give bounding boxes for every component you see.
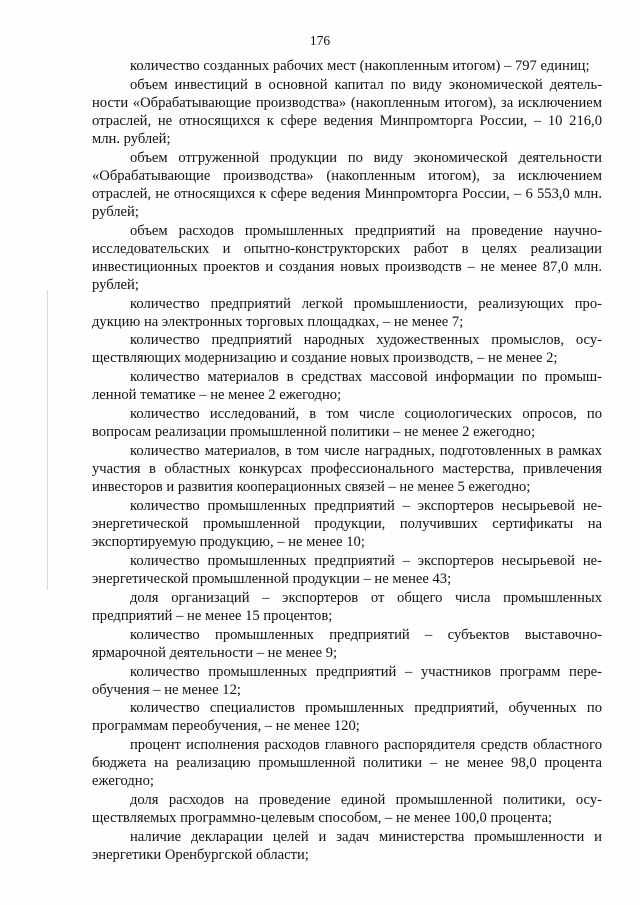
paragraph-folk-crafts: количество предприятий народных художественных промыслов, осуществляющих модернизацию и создание новых производств, – не менее 2;: [92, 332, 602, 367]
paragraph-certified-exporters: количество промышленных предприятий – экспортеров несырьевой неэнергетической промышленной продукции, получивших сертификаты на экспортируемую продукцию, – не менее 10;: [92, 498, 602, 551]
paragraph-jobs-created: количество созданных рабочих мест (накопленным итогом) – 797 единиц;: [130, 58, 590, 74]
paragraph-exporters-share: доля организаций – экспортеров от общего числа промышленных предприятий – не менее 15 процентов;: [92, 589, 602, 624]
paragraph-shipped-products: объем отгруженной продукции по виду экономической деятельности «Обрабатывающие производства» (накопленным итогом), за исключением отраслей, не относящихся к сфере ведения Минпромторга России, – 6 553,0 млн. рублей;: [92, 149, 602, 220]
paragraph-rnd-expenses: объем расходов промышленных предприятий на проведение научно-исследовательских и опытно-конструкторских работ в целях реализации инвестиционных проектов и создания новых производств – не менее 87,0 млн. рублей;: [92, 222, 602, 293]
paragraph-light-industry: количество предприятий легкой промышлениости, реализующих продукцию на электронных торговых площадках, – не менее 7;: [92, 295, 602, 330]
paragraph-ministry-declaration: наличие декларации целей и задач министерства промышленности и энергетики Оренбургской области;: [92, 829, 602, 864]
paragraph-exhibition-subjects: количество промышленных предприятий – субъектов выставочно-ярмарочной деятельности – не менее 9;: [92, 626, 602, 661]
paragraph-exporters-count: количество промышленных предприятий – экспортеров несырьевой неэнергетической промышленной продукции – не менее 43;: [92, 552, 602, 587]
scan-margin-line: [47, 290, 48, 590]
paragraph-media-materials: количество материалов в средствах массовой информации по промышленной тематике – не менее 2 ежегодно;: [92, 369, 602, 404]
paragraph-capital-investment: объем инвестиций в основной капитал по виду экономической деятельности «Обрабатывающие производства» (накопленным итогом), за исключением отраслей, не относящихся к сфере ведения Минпромторга России, – 10 216,0 млн. рублей;: [92, 76, 602, 147]
page-number: 176: [309, 33, 331, 48]
paragraph-contest-materials: количество материалов, в том числе наградных, подготовленных в рамках участия в областных конкурсах профессионального мастерства, привлечения инвесторов и развития кооперационных связей – не менее 5 ежегодно;: [92, 443, 602, 496]
document-body: [92, 57, 602, 865]
paragraph-retraining-participants: количество промышленных предприятий – участников программ переобучения – не менее 12;: [92, 663, 602, 698]
paragraph-trained-specialists: количество специалистов промышленных предприятий, обученных по программам переобучения, – не менее 120;: [92, 700, 602, 735]
paragraph-program-target-share: доля расходов на проведение единой промышленной политики, осуществляемых программно-целевым способом, – не менее 100,0 процента;: [92, 792, 602, 827]
paragraph-research-surveys: количество исследований, в том числе социологических опросов, по вопросам реализации промышленной политики – не менее 2 ежегодно;: [92, 406, 602, 441]
paragraph-budget-execution: процент исполнения расходов главного распорядителя средств областного бюджета на реализацию промышленной политики – не менее 98,0 процента ежегодно;: [92, 737, 602, 790]
